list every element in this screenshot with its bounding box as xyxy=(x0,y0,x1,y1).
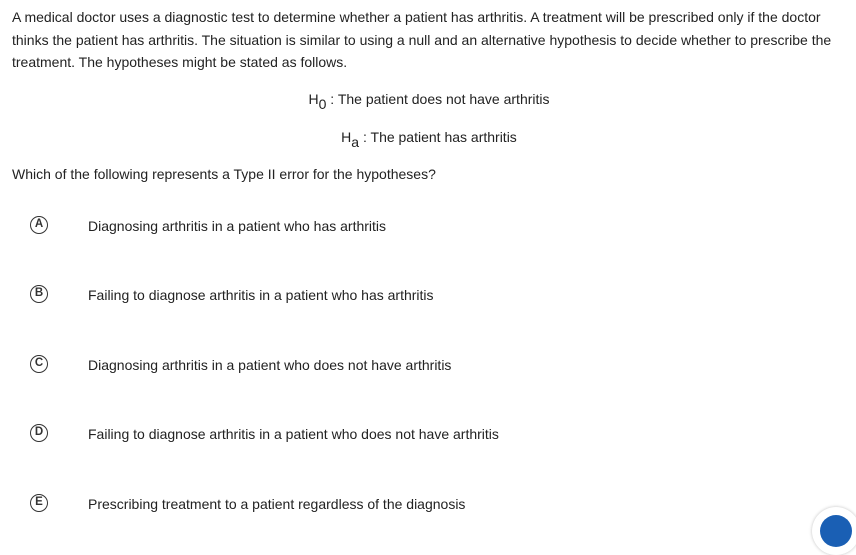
choice-c[interactable] xyxy=(28,353,728,377)
null-hypothesis-subscript: 0 xyxy=(318,96,327,112)
choice-b[interactable] xyxy=(28,283,728,307)
choice-e-text[interactable]: Prescribing treatment to a patient regardless of the diagnosis xyxy=(88,496,466,512)
choice-b-letter-badge[interactable]: B xyxy=(30,285,48,303)
help-button[interactable] xyxy=(812,507,856,555)
choice-e[interactable] xyxy=(28,492,728,516)
null-hypothesis-symbol: H xyxy=(308,91,319,107)
choice-a[interactable] xyxy=(28,214,728,238)
question-intro: A medical doctor uses a diagnostic test to determine whether a patient has arthritis. A treatment will be prescribed only if the doctor thinks the patient has arthritis. The situation is similar to using a null and an alternative hypothesis to decide whether to prescribe the treatment. The hypotheses might be stated as follows. xyxy=(12,9,832,70)
choice-b-text[interactable]: Failing to diagnose arthritis in a patient who has arthritis xyxy=(88,287,434,303)
choice-c-text[interactable]: Diagnosing arthritis in a patient who does not have arthritis xyxy=(88,357,452,373)
alt-hypothesis-subscript: a xyxy=(351,134,360,150)
choice-a-letter-badge[interactable]: A xyxy=(30,216,48,234)
choice-d-text[interactable]: Failing to diagnose arthritis in a patient who does not have arthritis xyxy=(88,426,499,442)
choice-e-letter-badge[interactable]: E xyxy=(30,494,48,512)
choice-c-letter-badge[interactable]: C xyxy=(30,355,48,373)
choice-d[interactable] xyxy=(28,422,728,446)
null-hypothesis-text: : The patient does not have arthritis xyxy=(330,91,550,107)
alt-hypothesis-symbol: H xyxy=(341,129,352,145)
choice-a-text[interactable]: Diagnosing arthritis in a patient who has arthritis xyxy=(88,218,387,234)
choice-d-letter-badge[interactable]: D xyxy=(30,424,48,442)
alt-hypothesis-text: : The patient has arthritis xyxy=(362,129,517,145)
help-icon[interactable] xyxy=(820,515,852,547)
question-prompt: Which of the following represents a Type II error for the hypotheses? xyxy=(12,166,436,182)
